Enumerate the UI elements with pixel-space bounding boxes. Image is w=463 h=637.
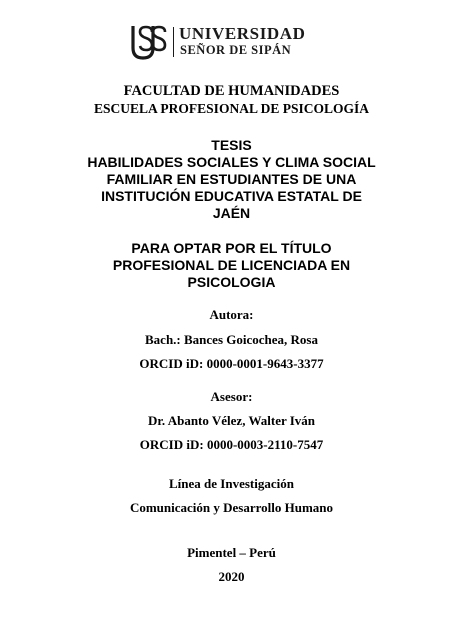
author-name: Bach.: Bances Goicochea, Rosa (145, 332, 318, 347)
thesis-title-line: JAÉN (212, 205, 251, 221)
place: Pimentel – Perú (187, 545, 276, 560)
university-logo (131, 24, 331, 60)
degree-block (0, 240, 463, 291)
thesis-title-line: FAMILIAR EN ESTUDIANTES DE UNA (106, 171, 357, 187)
logo-divider (173, 27, 174, 57)
uss-monogram-icon (131, 24, 167, 60)
author-label: Autora: (209, 307, 254, 322)
advisor-label: Asesor: (210, 389, 253, 404)
faculty-heading: FACULTAD DE HUMANIDADES (123, 83, 340, 99)
research-line-label: Línea de Investigación (169, 476, 294, 491)
year: 2020 (218, 569, 245, 584)
research-line-value: Comunicación y Desarrollo Humano (129, 500, 334, 515)
degree-line: PSICOLOGIA (187, 274, 276, 290)
thesis-title-block (0, 137, 463, 222)
thesis-title-line: INSTITUCIÓN EDUCATIVA ESTATAL DE (101, 188, 362, 204)
degree-line: PROFESIONAL DE LICENCIADA EN (112, 257, 351, 273)
author-orcid: ORCID iD: 0000-0001-9643-3377 (139, 356, 324, 371)
advisor-orcid: ORCID iD: 0000-0003-2110-7547 (139, 437, 324, 452)
advisor-name: Dr. Abanto Vélez, Walter Iván (147, 413, 316, 428)
logo-university-word: UNIVERSIDAD (179, 24, 306, 43)
logo-university-name: SEÑOR DE SIPÁN (180, 43, 292, 57)
thesis-title-line: HABILIDADES SOCIALES Y CLIMA SOCIAL (87, 154, 376, 170)
degree-line: PARA OPTAR POR EL TÍTULO (131, 240, 332, 256)
school-heading: ESCUELA PROFESIONAL DE PSICOLOGÍA (94, 101, 369, 116)
thesis-label: TESIS (211, 137, 252, 153)
